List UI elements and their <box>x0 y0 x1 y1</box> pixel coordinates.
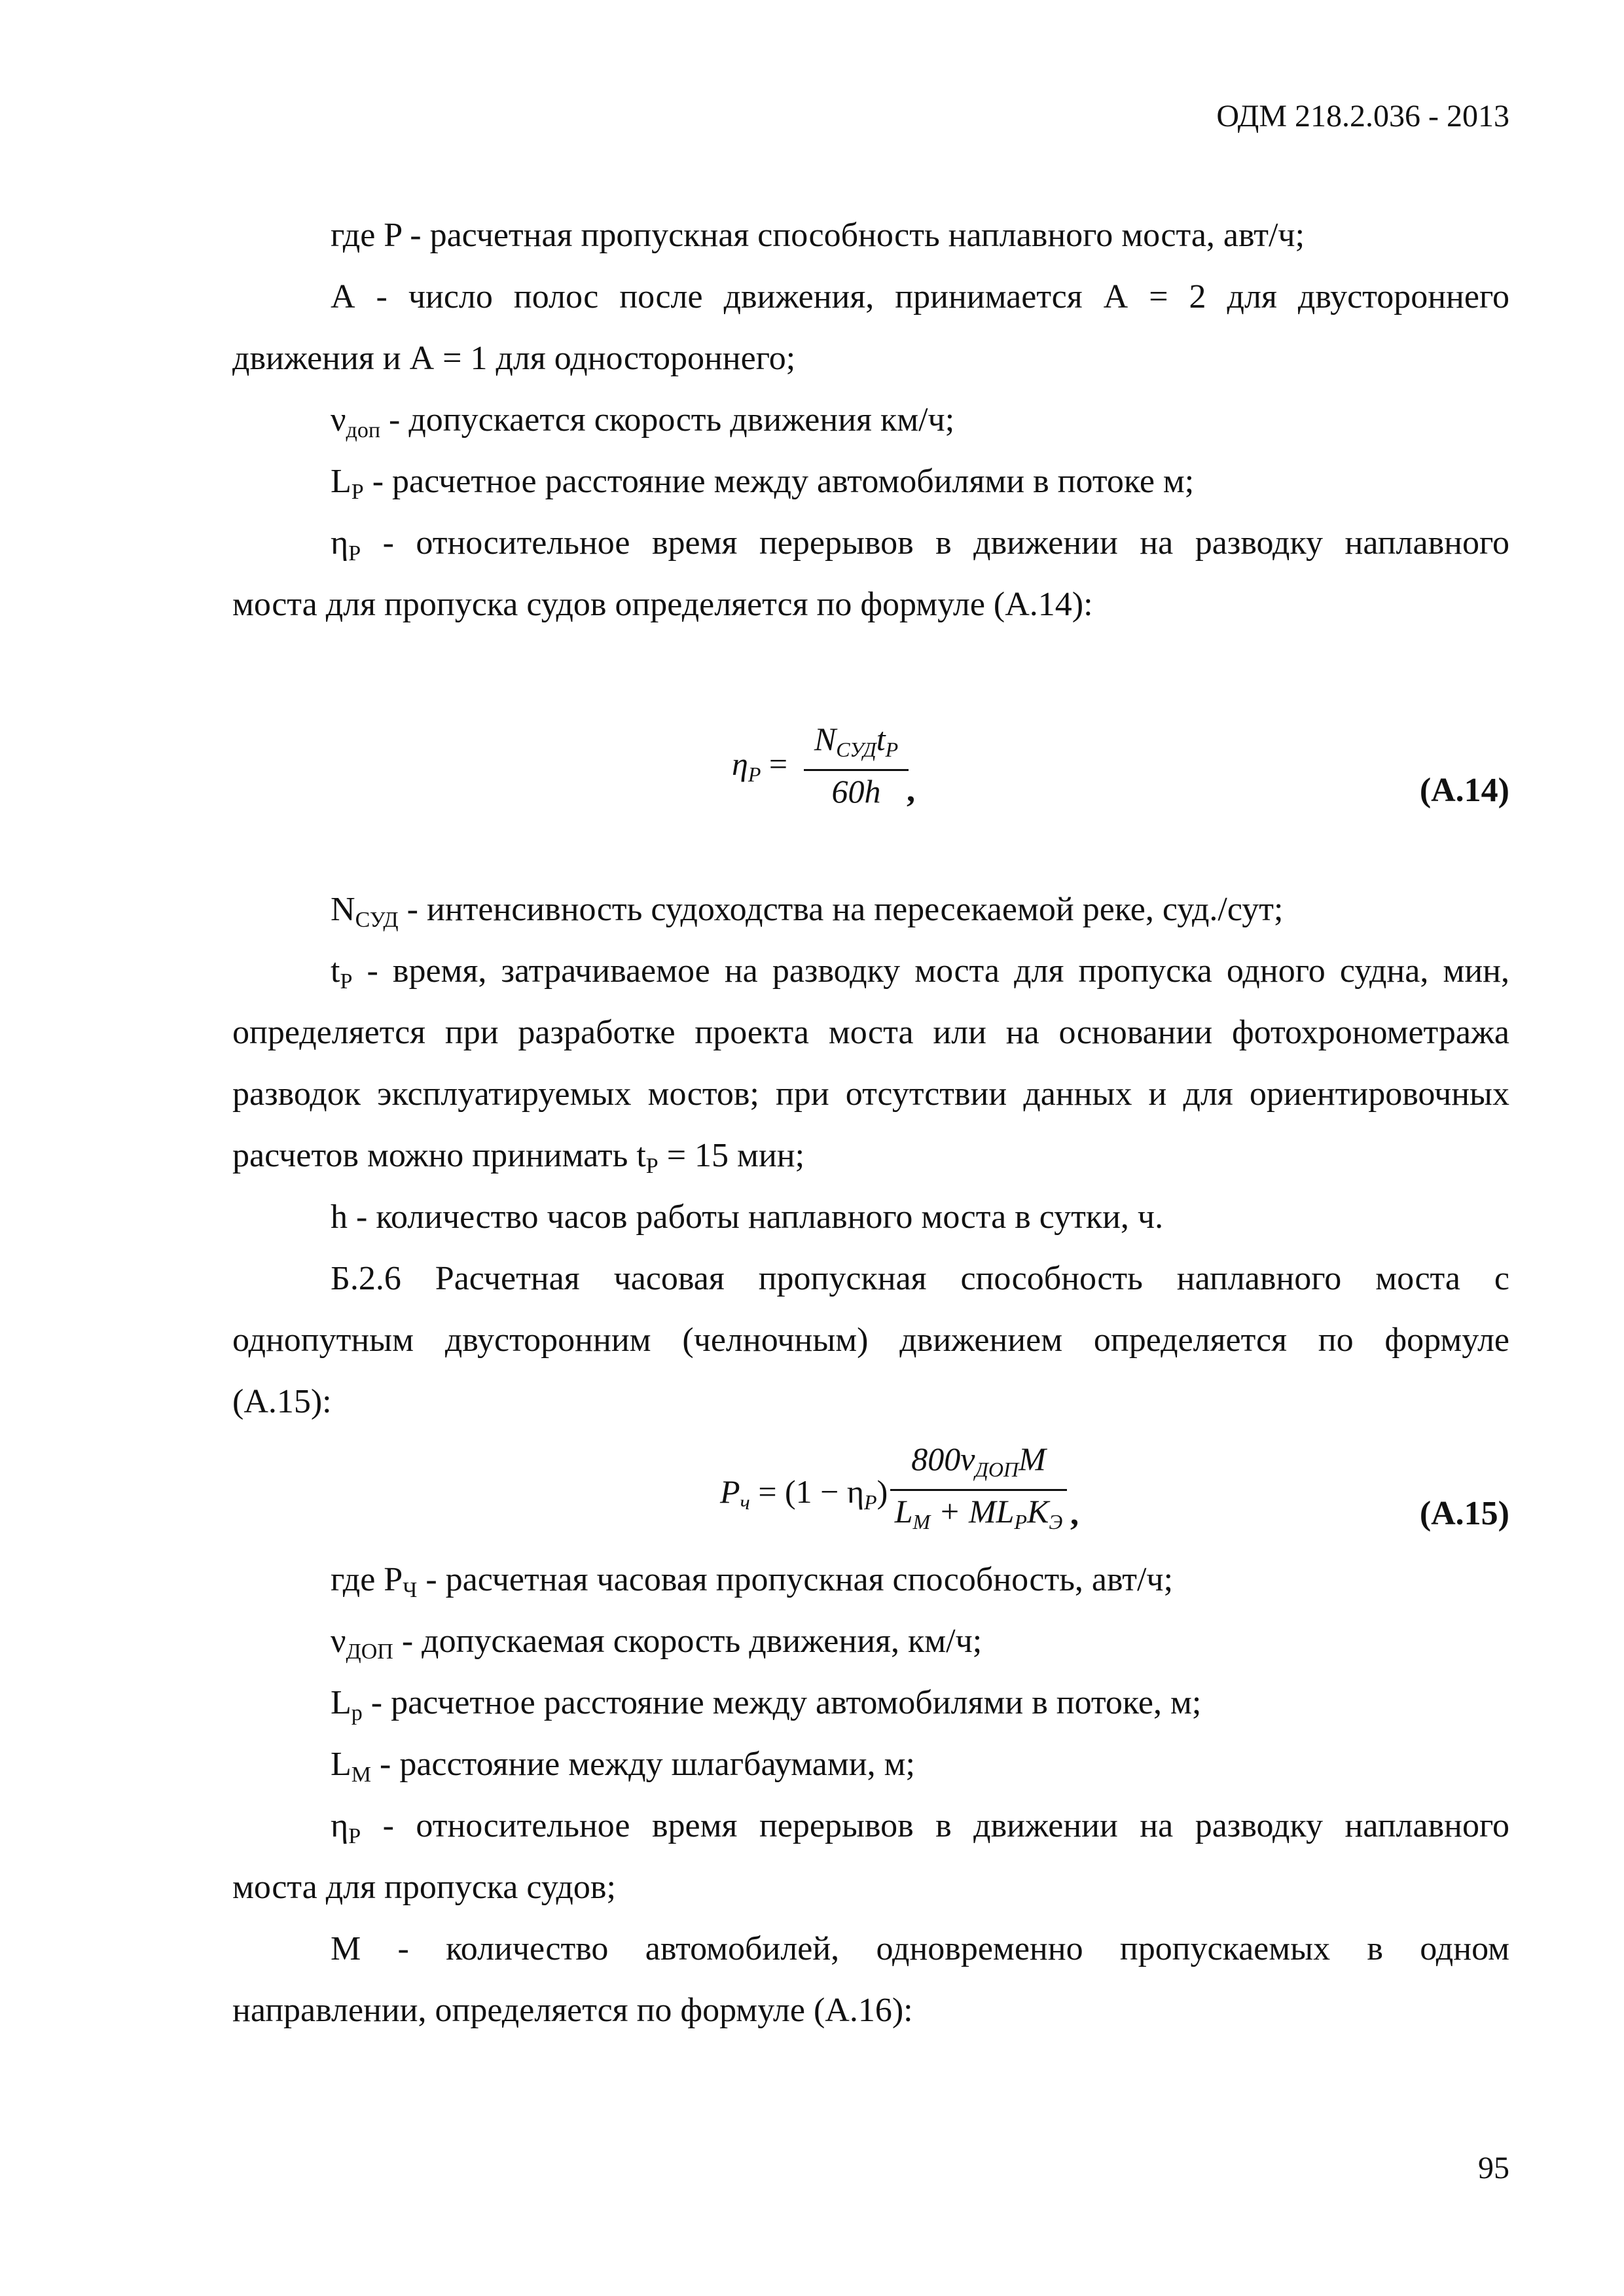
page-number: 95 <box>1478 2151 1509 2185</box>
vdop-text: - допускается скорость движения км/ч; <box>380 401 955 439</box>
lp-symbol: L <box>331 463 352 500</box>
vdop2-subscript: ДОП <box>346 1640 393 1664</box>
eq15-den-a-sub: M <box>912 1510 931 1534</box>
tp-line1: - время, затрачиваемое на разводку моста для пропуска одного судна, мин, <box>352 952 1509 990</box>
paragraph-nsud-definition <box>331 890 1509 933</box>
paragraph-lp2-definition <box>331 1683 1509 1727</box>
vdop-subscript: доп <box>346 418 381 442</box>
eq14-numerator <box>804 720 909 761</box>
eta-line2: моста для пропуска судов определяется по формуле (А.14): <box>232 586 1093 623</box>
paragraph-eta-definition-line2 <box>232 585 1509 624</box>
tp-line4-sub: P <box>645 1154 659 1178</box>
eta-symbol: η <box>331 524 349 562</box>
paragraph-vdop2-definition <box>331 1622 1509 1665</box>
eq15-paren-close: ) <box>876 1473 888 1510</box>
eq14-lhs-symbol: η <box>732 745 748 782</box>
eq14-num-n-sub: СУД <box>836 738 876 761</box>
eq15-paren-open: (1 − η <box>785 1473 865 1510</box>
paragraph-eta2-line2 <box>232 1868 1509 1907</box>
b26-line3: (А.15): <box>232 1383 332 1420</box>
eq15-numerator <box>890 1440 1067 1481</box>
tp-line4-post: = 15 мин; <box>658 1137 805 1174</box>
m-line2: направлении, определяется по формуле (А.16): <box>232 1992 913 2029</box>
nsud-subscript: СУД <box>355 908 399 932</box>
eta2-subscript: P <box>348 1824 361 1848</box>
eta-line1: - относительное время перерывов в движении на разводку наплавного <box>361 524 1509 562</box>
eta2-line1: - относительное время перерывов в движении на разводку наплавного <box>361 1807 1509 1844</box>
paragraph-b26-line1 <box>331 1259 1509 1299</box>
eta2-symbol: η <box>331 1807 349 1844</box>
eq15-lhs-sub: ч <box>740 1490 750 1514</box>
eq15-num-text: 800ν <box>911 1441 975 1477</box>
pch-subscript: Ч <box>403 1578 418 1602</box>
eq15-fraction-bar <box>890 1489 1067 1491</box>
eq14-comma: , <box>907 772 915 809</box>
paragraph-tp-definition-line3 <box>232 1075 1509 1114</box>
tp-subscript: P <box>340 969 353 994</box>
eq15-lhs-symbol: P <box>720 1473 740 1510</box>
paragraph-h-definition <box>331 1198 1509 1237</box>
nsud-symbol: N <box>331 891 355 928</box>
eq14-denominator <box>804 772 909 810</box>
lp2-subscript: p <box>351 1701 363 1725</box>
pch-text: - расчетная часовая пропускная способность, авт/ч; <box>417 1561 1174 1598</box>
eq14-number: (А.14) <box>1419 772 1509 809</box>
paragraph-vdop-definition <box>331 401 1509 444</box>
eq15-den-c-sub: Э <box>1049 1510 1063 1534</box>
tp-line4-pre: расчетов можно принимать t <box>232 1137 646 1174</box>
a-definition-line1: А - число полос после движения, принимается А = 2 для двустороннего <box>331 278 1509 315</box>
eq15-num-sub: ДОП <box>975 1458 1019 1481</box>
paragraph-b26-line2 <box>232 1321 1509 1360</box>
pch-pre: где P <box>331 1561 403 1598</box>
paragraph-m-line1 <box>331 1929 1509 1969</box>
paragraph-p-definition <box>331 216 1509 255</box>
eq15-paren-sub: P <box>864 1490 877 1514</box>
m-line1: М - количество автомобилей, одновременно пропускаемых в одном <box>331 1930 1509 1967</box>
lp2-symbol: L <box>331 1684 352 1721</box>
eq15-number: (А.15) <box>1419 1495 1509 1532</box>
eq15-equals: = <box>758 1473 777 1510</box>
lp2-text: - расчетное расстояние между автомобилями в потоке, м; <box>362 1684 1202 1721</box>
eq15-den-a: L <box>894 1493 913 1530</box>
eq15-denominator <box>890 1492 1067 1534</box>
paragraph-b26-line3 <box>232 1382 1509 1422</box>
paragraph-a-definition-line1 <box>331 278 1509 317</box>
eq14-lhs-sub: P <box>748 762 761 786</box>
tp-symbol: t <box>331 952 340 990</box>
eq15-den-b-sub: P <box>1014 1510 1027 1534</box>
vdop2-symbol: ν <box>331 1623 346 1660</box>
eq14-equals: = <box>768 745 788 782</box>
paragraph-eta-definition-line1 <box>331 524 1509 567</box>
eq14-den-text: 60h <box>831 773 881 810</box>
eq14-lhs <box>732 745 788 786</box>
eq14-num-t-sub: P <box>885 738 899 761</box>
lp-subscript: P <box>351 480 364 504</box>
eq14-num-n: N <box>814 721 837 757</box>
eta-subscript: P <box>348 541 361 565</box>
lm-symbol: L <box>331 1746 352 1783</box>
eq14-num-t: t <box>876 721 886 757</box>
lm-subscript: M <box>351 1763 371 1787</box>
lm-text: - расстояние между шлагбаумами, м; <box>371 1746 915 1783</box>
paragraph-pch-definition <box>331 1560 1509 1604</box>
b26-line2: однопутным двусторонним (челночным) движением определяется по формуле <box>232 1321 1509 1359</box>
eq14-fraction-bar <box>804 769 909 771</box>
paragraph-lm-definition <box>331 1745 1509 1788</box>
vdop-symbol: ν <box>331 401 346 439</box>
document-header: ОДМ 218.2.036 - 2013 <box>1216 99 1509 134</box>
paragraph-lp-definition <box>331 462 1509 505</box>
nsud-text: - интенсивность судоходства на пересекаемой реке, суд./сут; <box>398 891 1284 928</box>
paragraph-tp-definition-line4 <box>232 1136 1509 1179</box>
eq15-den-c: K <box>1026 1493 1049 1530</box>
lp-text: - расчетное расстояние между автомобилями в потоке м; <box>363 463 1195 500</box>
paragraph-a-definition-line2 <box>232 339 1509 378</box>
vdop2-text: - допускаемая скорость движения, км/ч; <box>393 1623 983 1660</box>
eq15-comma: , <box>1070 1495 1079 1532</box>
tp-line2: определяется при разработке проекта моста или на основании фотохронометража <box>232 1014 1509 1051</box>
h-text: h - количество часов работы наплавного моста в сутки, ч. <box>331 1198 1164 1236</box>
p-definition-text: где P - расчетная пропускная способность наплавного моста, авт/ч; <box>331 217 1305 254</box>
a-definition-line2: движения и А = 1 для одностороннего; <box>232 340 796 377</box>
paragraph-m-line2 <box>232 1991 1509 2030</box>
paragraph-eta2-line1 <box>331 1806 1509 1850</box>
eq15-den-b: + ML <box>930 1493 1015 1530</box>
tp-line3: разводок эксплуатируемых мостов; при отсутствии данных и для ориентировочных <box>232 1075 1509 1113</box>
eq15-lhs <box>720 1473 888 1514</box>
paragraph-tp-definition-line2 <box>232 1013 1509 1052</box>
eta2-line2: моста для пропуска судов; <box>232 1869 616 1906</box>
paragraph-tp-definition-line1 <box>331 952 1509 995</box>
eq15-num-post: M <box>1019 1441 1046 1477</box>
b26-line1: Б.2.6 Расчетная часовая пропускная способность наплавного моста с <box>331 1260 1509 1297</box>
